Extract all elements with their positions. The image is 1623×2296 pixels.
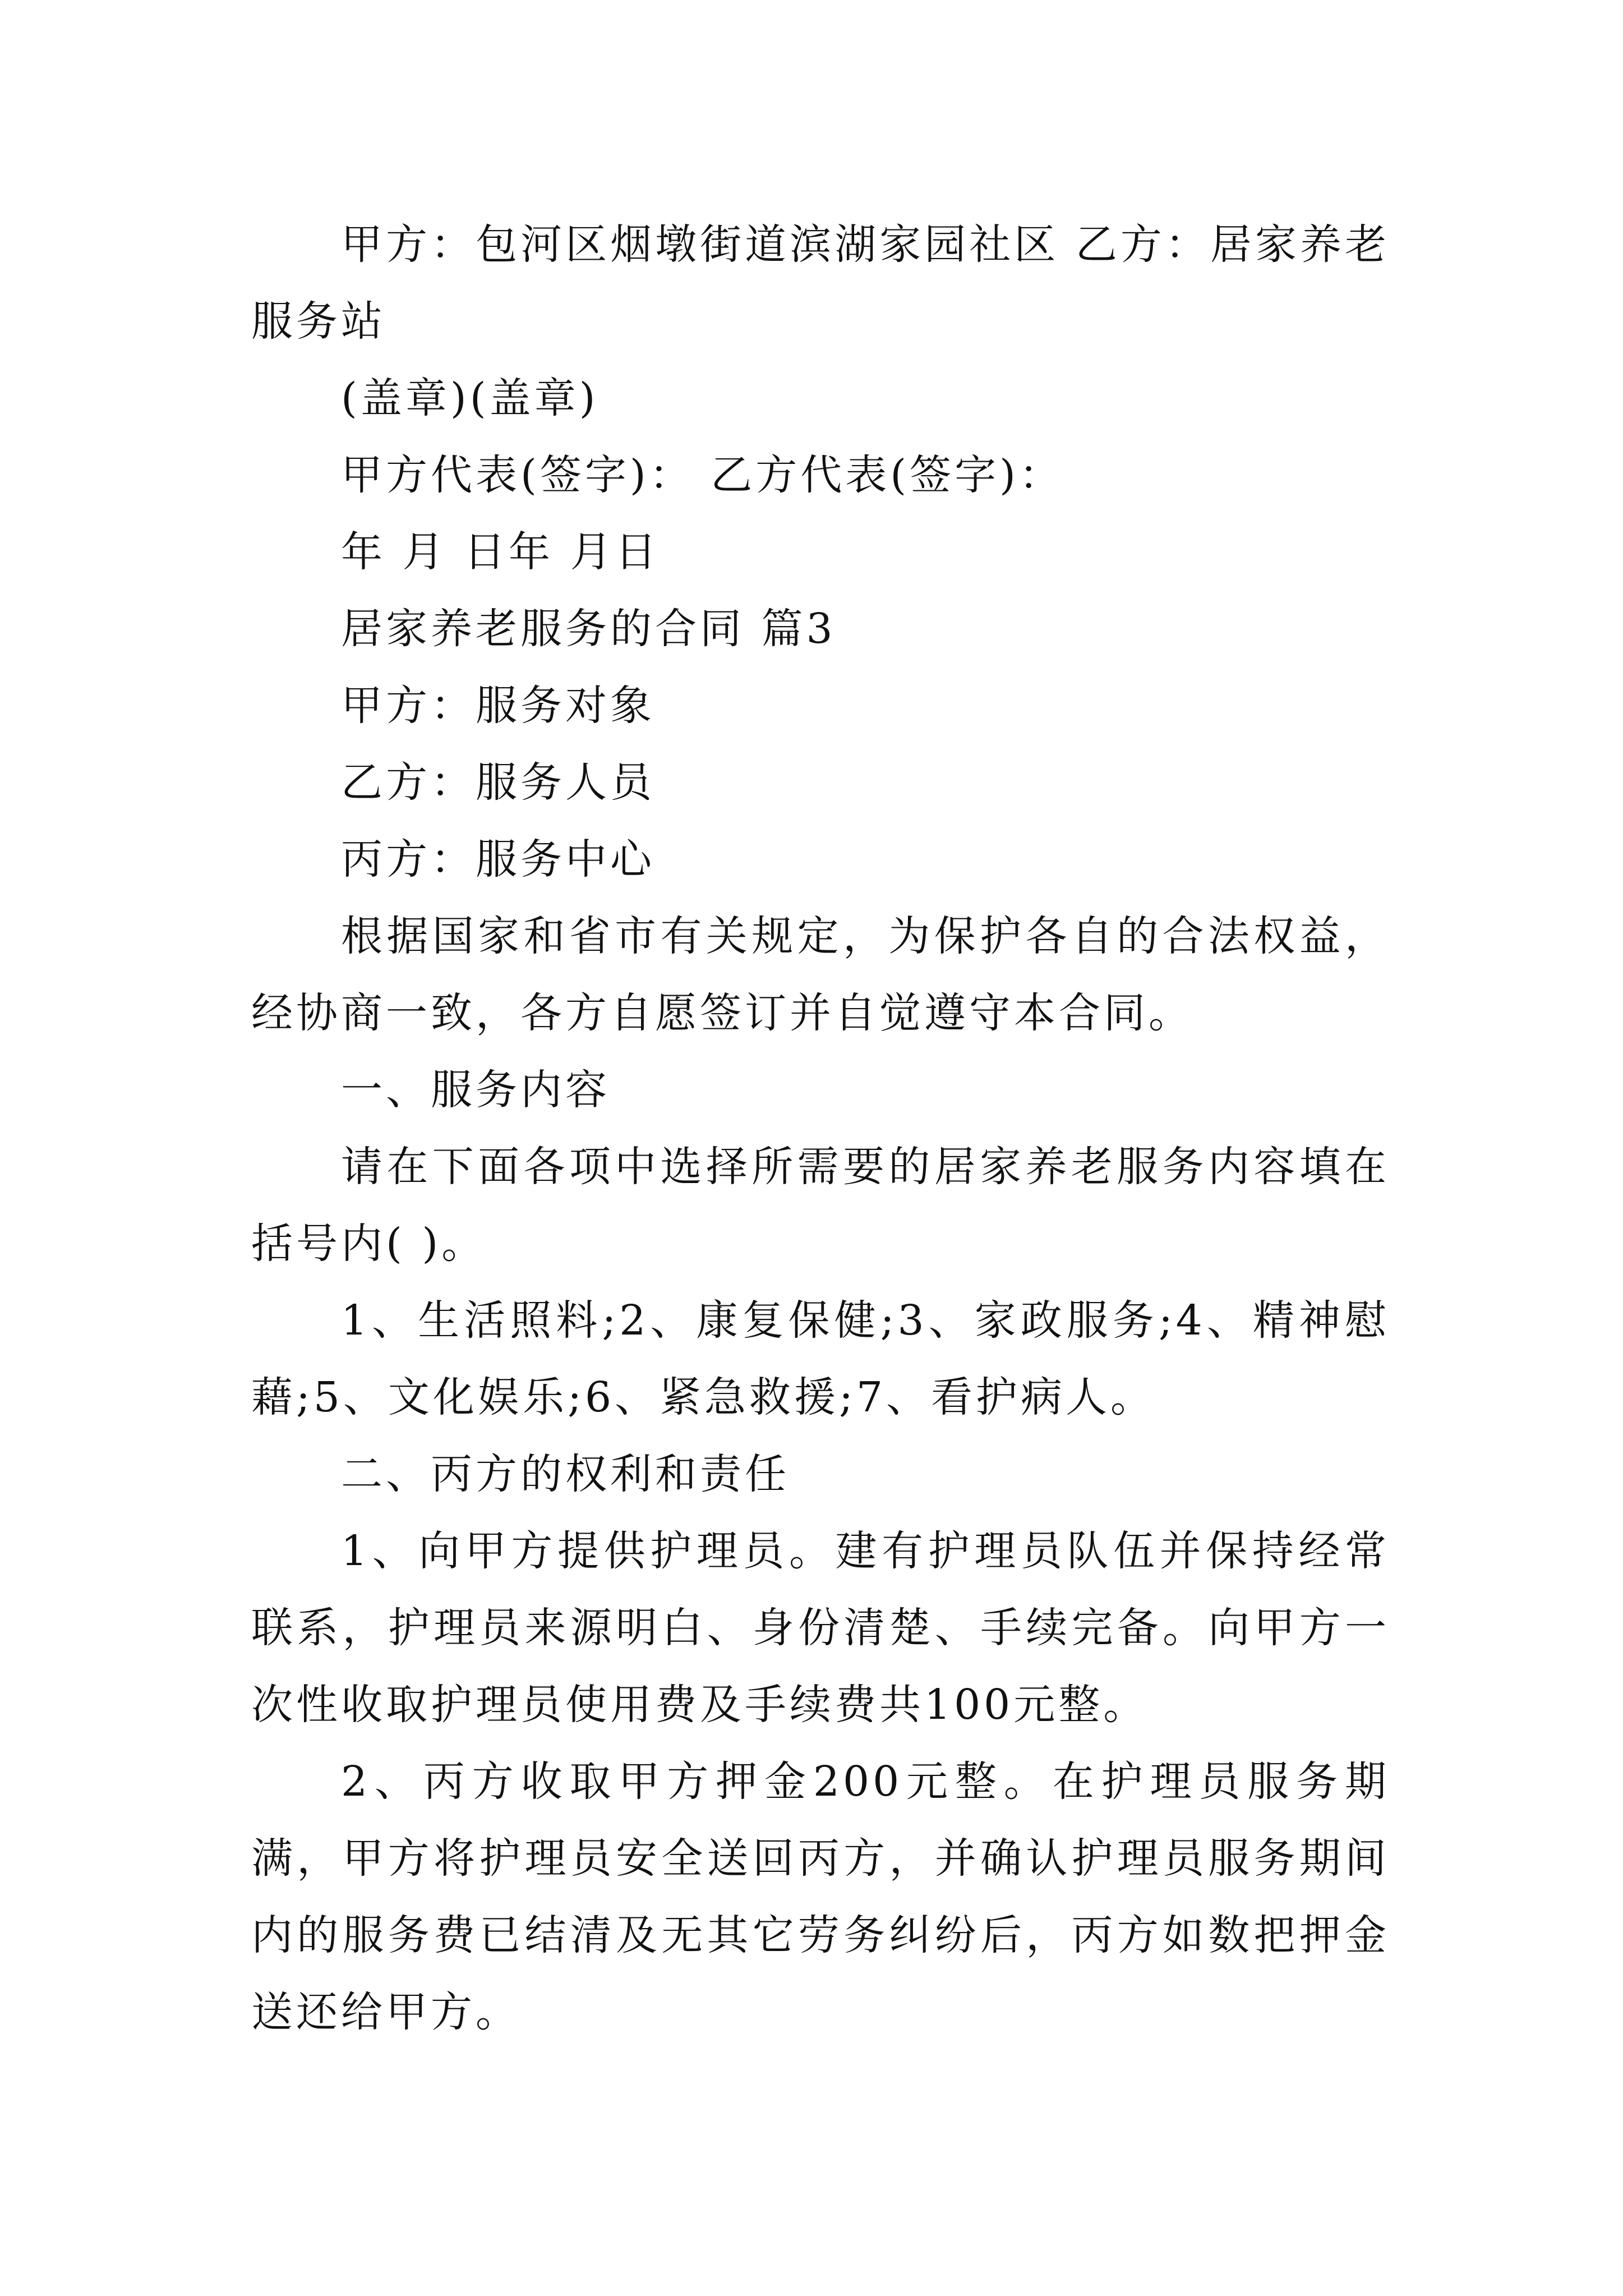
contract-body: [251, 206, 1390, 2051]
seal-line: (盖章)(盖章): [341, 374, 599, 422]
party-a-b-line: 甲方：包河区烟墩街道滨湖家园社区 乙方：居家养老服务站: [251, 220, 1390, 346]
clause-deposit: 2、丙方收取甲方押金200元整。在护理员服务期满，甲方将护理员安全送回丙方，并确认护理员服务期间内的服务费已结清及无其它劳务纠纷后，丙方如数把押金送还给甲方。: [251, 1757, 1390, 2036]
service-selection-instruction: 请在下面各项中选择所需要的居家养老服务内容填在括号内( )。: [251, 1143, 1390, 1268]
section-heading-service-content: 一、服务内容: [341, 1066, 610, 1114]
section-heading-party-c-rights: 二、丙方的权利和责任: [341, 1450, 790, 1498]
service-items-list: 1、生活照料;2、康复保健;3、家政服务;4、精神慰藉;5、文化娱乐;6、紧急救援;7、看护病人。: [251, 1296, 1390, 1421]
preamble-paragraph: 根据国家和省市有关规定，为保护各自的合法权益，经协商一致，各方自愿签订并自觉遵守本合同。: [251, 912, 1390, 1037]
date-line: 年 月 日年 月日: [341, 528, 660, 576]
party-b-line: 乙方：服务人员: [341, 758, 655, 807]
contract-section-title: 居家养老服务的合同 篇3: [341, 605, 836, 653]
representative-signature-line: 甲方代表(签字)： 乙方代表(签字)：: [341, 451, 1064, 499]
party-c-line: 丙方：服务中心: [341, 835, 655, 884]
clause-provide-caregiver: 1、向甲方提供护理员。建有护理员队伍并保持经常联系，护理员来源明白、身份清楚、手续完备。向甲方一次性收取护理员使用费及手续费共100元整。: [251, 1527, 1390, 1729]
party-a-line: 甲方：服务对象: [341, 682, 655, 730]
